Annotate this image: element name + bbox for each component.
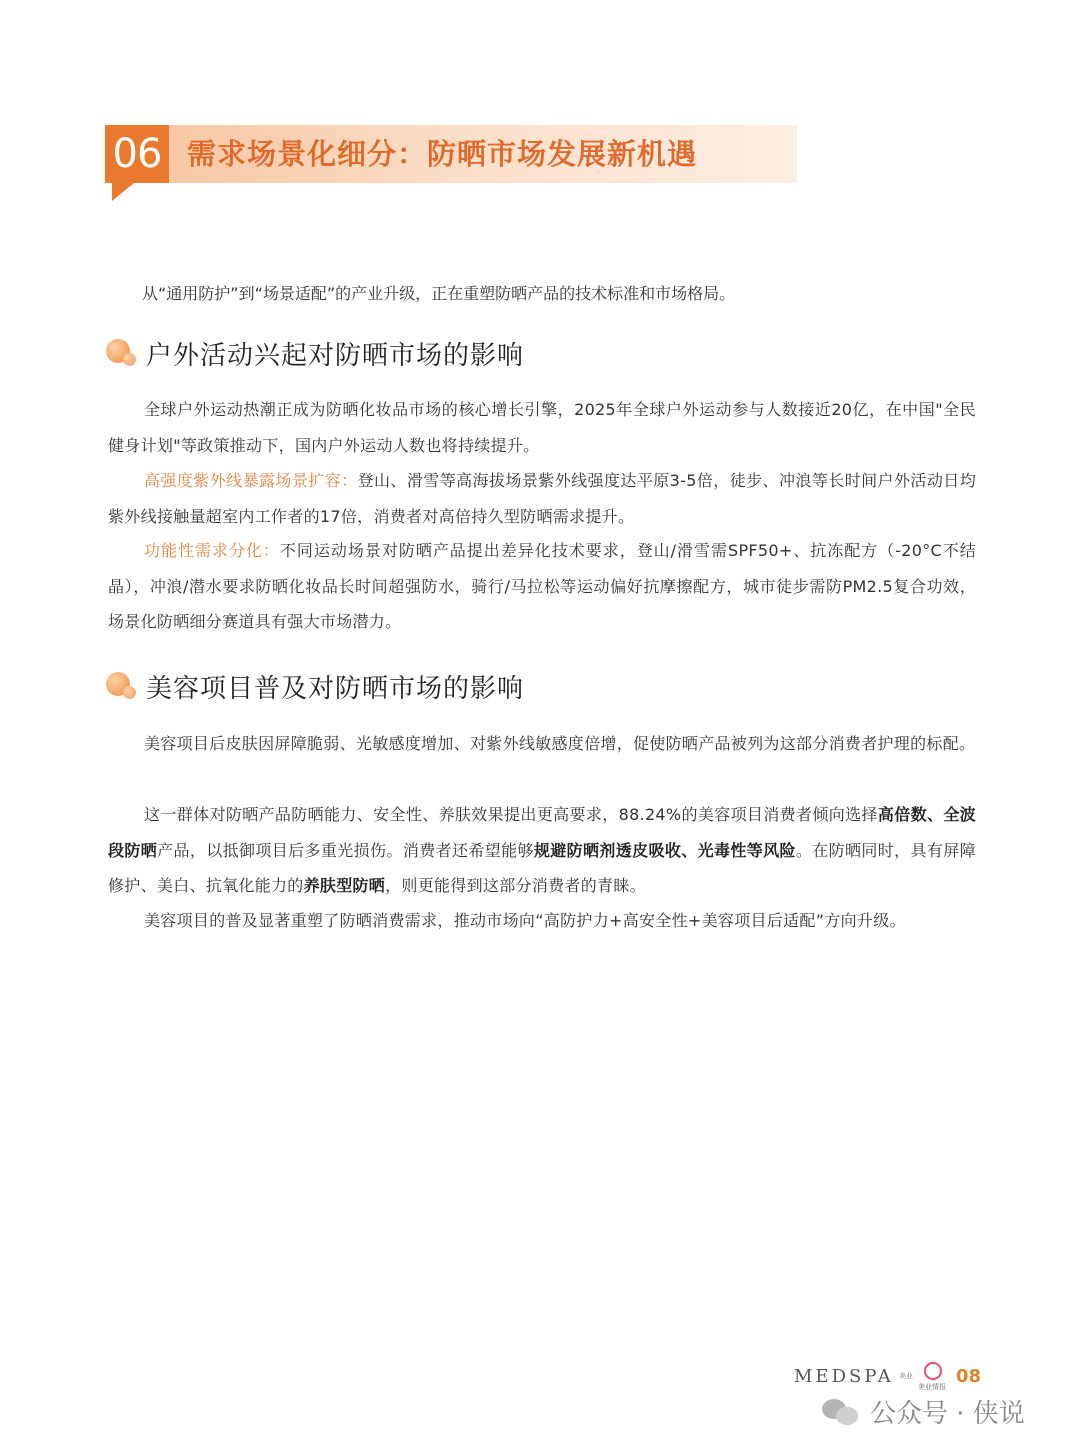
watermark-text: 公众号 · 侠说 (870, 1399, 1025, 1429)
beauty-p2-text-d: 。在防晒同时，具有屏障修护、美白、抗氧化能力的 (108, 840, 976, 895)
footer-brand-sub: 美业 (899, 1372, 913, 1380)
watermark (822, 1393, 1025, 1430)
beauty-paragraph-3: 美容项目的普及显著重塑了防晒消费需求，推动市场向“高防护力+高安全性+美容项目后适配”方向升级。 (144, 911, 906, 930)
footer-logo-text: 美业情报 (918, 1383, 946, 1391)
outdoor-paragraph-1: 全球户外运动热潮正成为防晒化妆品市场的核心增长引擎，2025年全球户外运动参与人数接近20亿，在中国"全民健身计划"等政策推动下，国内户外运动人数也将持续提升。 (108, 400, 976, 455)
function-demand-label: 功能性需求分化： (144, 541, 280, 560)
footer-brand: MEDSPA (794, 1366, 894, 1387)
uv-exposure-text: 登山、滑雪等高海拔场景紫外线强度达平原3-5倍，徒步、冲浪等长时间户外活动日均紫外线接触量超室内工作者的17倍，消费者对高倍持久型防晒需求提升。 (108, 471, 976, 526)
section-title: 需求场景化细分：防晒市场发展新机遇 (187, 137, 698, 171)
beauty-p2-text-c: 产品，以抵御项目后多重光损伤。消费者还希望能够 (157, 840, 534, 860)
orange-dots-icon (106, 670, 138, 702)
page-number: 08 (956, 1366, 982, 1387)
beauty-p2-text-e: ，则更能得到这部分消费者的青睐。 (385, 876, 646, 895)
beauty-p2-bold-2: 规避防晒剂透皮吸收、光毒性等风险 (533, 840, 796, 860)
function-demand-text: 不同运动场景对防晒产品提出差异化技术要求，登山/滑雪需SPF50+、抗冻配方（-20°C不结晶），冲浪/潜水要求防晒化妆品长时间超强防水，骑行/马拉松等运动偏好抗摩擦配方，城市徒步需防PM2.5复合功效，场景化防晒细分赛道具有强大市场潜力。 (108, 541, 976, 631)
subheading-beauty (106, 666, 524, 706)
orange-dots-icon (106, 337, 138, 369)
outdoor-paragraph-3 (108, 533, 976, 640)
subheading-outdoor-text: 户外活动兴起对防晒市场的影响 (146, 340, 525, 371)
beauty-p2-bold-1: 高倍数、全波段防晒 (108, 805, 976, 860)
beauty-paragraph-2 (108, 797, 976, 904)
beauty-p2-bold-3: 养肤型防晒 (303, 876, 386, 895)
beauty-p2-text-a: 这一群体对防晒产品防晒能力、安全性、养肤效果提出更高要求，88.24%的美容项目消费者倾向选择 (144, 805, 878, 824)
intro-text: 从“通用防护”到“场景适配”的产业升级，正在重塑防晒产品的技术标准和市场格局。 (142, 284, 736, 303)
footer-logo-icon (924, 1362, 942, 1380)
outdoor-paragraph-2 (108, 463, 976, 534)
section-number-tail (112, 183, 134, 201)
section-number: 06 (105, 125, 169, 183)
beauty-paragraph-1: 美容项目后皮肤因屏障脆弱、光敏感度增加、对紫外线敏感度倍增，促使防晒产品被列为这部分消费者护理的标配。 (144, 734, 976, 753)
subheading-beauty-text: 美容项目普及对防晒市场的影响 (146, 673, 525, 704)
wechat-icon (822, 1397, 862, 1427)
uv-exposure-label: 高强度紫外线暴露场景扩容： (144, 471, 358, 490)
subheading-outdoor (106, 333, 524, 373)
